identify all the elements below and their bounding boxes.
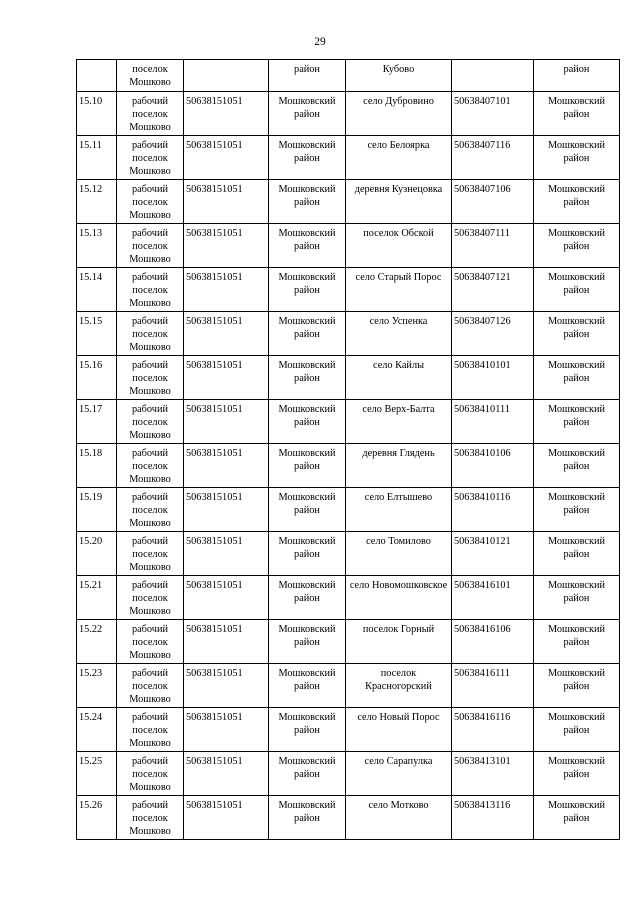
cell-locality-district: Мошковский район [534, 180, 620, 224]
cell-settlement: рабочий поселок Мошково [117, 796, 184, 840]
cell-settlement: рабочий поселок Мошково [117, 576, 184, 620]
cell-locality: село Кайлы [346, 356, 452, 400]
cell-locality: поселок Горный [346, 620, 452, 664]
cell-number: 15.10 [77, 92, 117, 136]
cell-locality: Кубово [346, 60, 452, 92]
cell-locality-district: район [534, 60, 620, 92]
cell-locality: село Дубровино [346, 92, 452, 136]
cell-number: 15.17 [77, 400, 117, 444]
cell-settlement: рабочий поселок Мошково [117, 444, 184, 488]
cell-district: Мошковский район [269, 268, 346, 312]
cell-locality: деревня Кузнецовка [346, 180, 452, 224]
cell-locality-oktmo: 50638410116 [452, 488, 534, 532]
cell-locality: село Сарапулка [346, 752, 452, 796]
cell-settlement: рабочий поселок Мошково [117, 620, 184, 664]
cell-locality-district: Мошковский район [534, 224, 620, 268]
cell-settlement: рабочий поселок Мошково [117, 664, 184, 708]
cell-number: 15.14 [77, 268, 117, 312]
cell-district: Мошковский район [269, 92, 346, 136]
cell-locality-district: Мошковский район [534, 488, 620, 532]
cell-locality-oktmo: 50638407121 [452, 268, 534, 312]
table-row [77, 92, 620, 136]
cell-locality: деревня Глядень [346, 444, 452, 488]
cell-locality-oktmo: 50638416116 [452, 708, 534, 752]
cell-number: 15.25 [77, 752, 117, 796]
cell-district: Мошковский район [269, 312, 346, 356]
cell-district: Мошковский район [269, 224, 346, 268]
cell-district: Мошковский район [269, 532, 346, 576]
cell-oktmo: 50638151051 [184, 180, 269, 224]
cell-locality-district: Мошковский район [534, 356, 620, 400]
cell-oktmo: 50638151051 [184, 356, 269, 400]
cell-locality-oktmo: 50638413116 [452, 796, 534, 840]
table-row [77, 488, 620, 532]
cell-locality-oktmo: 50638407106 [452, 180, 534, 224]
cell-number: 15.20 [77, 532, 117, 576]
cell-oktmo: 50638151051 [184, 796, 269, 840]
cell-locality: поселок Обской [346, 224, 452, 268]
cell-number: 15.21 [77, 576, 117, 620]
table-row [77, 136, 620, 180]
table-row [77, 356, 620, 400]
table-row [77, 796, 620, 840]
table-row [77, 400, 620, 444]
cell-oktmo: 50638151051 [184, 708, 269, 752]
table-row [77, 268, 620, 312]
table-row [77, 664, 620, 708]
cell-locality: село Томилово [346, 532, 452, 576]
cell-locality: село Верх-Балта [346, 400, 452, 444]
cell-locality-oktmo: 50638416101 [452, 576, 534, 620]
cell-locality: село Елтышево [346, 488, 452, 532]
table-row [77, 180, 620, 224]
cell-locality-oktmo: 50638410106 [452, 444, 534, 488]
cell-settlement: рабочий поселок Мошково [117, 312, 184, 356]
cell-settlement: рабочий поселок Мошково [117, 532, 184, 576]
cell-locality: село Новый Порос [346, 708, 452, 752]
cell-locality-district: Мошковский район [534, 532, 620, 576]
cell-settlement: рабочий поселок Мошково [117, 752, 184, 796]
cell-locality-district: Мошковский район [534, 620, 620, 664]
cell-settlement: рабочий поселок Мошково [117, 488, 184, 532]
cell-locality-oktmo: 50638410121 [452, 532, 534, 576]
cell-district: Мошковский район [269, 664, 346, 708]
cell-locality: село Успенка [346, 312, 452, 356]
cell-number: 15.12 [77, 180, 117, 224]
cell-oktmo: 50638151051 [184, 664, 269, 708]
table-row [77, 312, 620, 356]
settlements-table [76, 59, 620, 840]
cell-settlement: рабочий поселок Мошково [117, 224, 184, 268]
cell-locality-oktmo: 50638407111 [452, 224, 534, 268]
cell-locality-district: Мошковский район [534, 268, 620, 312]
cell-district: Мошковский район [269, 796, 346, 840]
cell-district: Мошковский район [269, 752, 346, 796]
cell-district: Мошковский район [269, 488, 346, 532]
cell-locality: село Старый Порос [346, 268, 452, 312]
cell-locality-district: Мошковский район [534, 136, 620, 180]
cell-locality-district: Мошковский район [534, 92, 620, 136]
cell-oktmo: 50638151051 [184, 268, 269, 312]
table-row-continuation [77, 60, 620, 92]
cell-district: Мошковский район [269, 708, 346, 752]
cell-locality-oktmo: 50638407101 [452, 92, 534, 136]
cell-settlement: рабочий поселок Мошково [117, 356, 184, 400]
cell-locality-district: Мошковский район [534, 664, 620, 708]
cell-locality-oktmo: 50638410101 [452, 356, 534, 400]
cell-oktmo: 50638151051 [184, 752, 269, 796]
cell-oktmo: 50638151051 [184, 444, 269, 488]
cell-locality-oktmo: 50638410111 [452, 400, 534, 444]
cell-number: 15.15 [77, 312, 117, 356]
cell-oktmo: 50638151051 [184, 400, 269, 444]
cell-number: 15.18 [77, 444, 117, 488]
cell-locality-oktmo [452, 60, 534, 92]
table-row [77, 752, 620, 796]
cell-number: 15.26 [77, 796, 117, 840]
cell-locality-oktmo: 50638416106 [452, 620, 534, 664]
cell-number: 15.16 [77, 356, 117, 400]
cell-locality-oktmo: 50638413101 [452, 752, 534, 796]
page-number: 29 [314, 36, 326, 48]
cell-oktmo: 50638151051 [184, 620, 269, 664]
cell-settlement: рабочий поселок Мошково [117, 136, 184, 180]
cell-number: 15.23 [77, 664, 117, 708]
cell-number: 15.24 [77, 708, 117, 752]
cell-number: 15.13 [77, 224, 117, 268]
cell-district: Мошковский район [269, 136, 346, 180]
cell-oktmo: 50638151051 [184, 136, 269, 180]
cell-locality-district: Мошковский район [534, 796, 620, 840]
cell-oktmo: 50638151051 [184, 92, 269, 136]
cell-locality: село Мотково [346, 796, 452, 840]
table-row [77, 224, 620, 268]
cell-locality-district: Мошковский район [534, 752, 620, 796]
cell-oktmo: 50638151051 [184, 488, 269, 532]
cell-locality-district: Мошковский район [534, 576, 620, 620]
cell-number: 15.11 [77, 136, 117, 180]
cell-oktmo: 50638151051 [184, 312, 269, 356]
cell-district: район [269, 60, 346, 92]
cell-settlement: рабочий поселок Мошково [117, 400, 184, 444]
cell-locality-oktmo: 50638407126 [452, 312, 534, 356]
cell-number: 15.19 [77, 488, 117, 532]
table-row [77, 532, 620, 576]
cell-oktmo: 50638151051 [184, 576, 269, 620]
cell-locality: поселок Красногорский [346, 664, 452, 708]
table-row [77, 444, 620, 488]
cell-number: 15.22 [77, 620, 117, 664]
cell-locality-district: Мошковский район [534, 312, 620, 356]
cell-locality-oktmo: 50638416111 [452, 664, 534, 708]
cell-locality: село Новомошковское [346, 576, 452, 620]
table-row [77, 708, 620, 752]
cell-locality-oktmo: 50638407116 [452, 136, 534, 180]
cell-number [77, 60, 117, 92]
cell-oktmo: 50638151051 [184, 224, 269, 268]
cell-locality-district: Мошковский район [534, 400, 620, 444]
cell-district: Мошковский район [269, 576, 346, 620]
cell-locality-district: Мошковский район [534, 708, 620, 752]
cell-district: Мошковский район [269, 444, 346, 488]
cell-settlement: рабочий поселок Мошково [117, 268, 184, 312]
cell-locality-district: Мошковский район [534, 444, 620, 488]
cell-settlement: рабочий поселок Мошково [117, 92, 184, 136]
table-row [77, 620, 620, 664]
table-row [77, 576, 620, 620]
cell-oktmo [184, 60, 269, 92]
cell-settlement: рабочий поселок Мошково [117, 708, 184, 752]
cell-district: Мошковский район [269, 356, 346, 400]
cell-locality: село Белоярка [346, 136, 452, 180]
cell-settlement: рабочий поселок Мошково [117, 180, 184, 224]
cell-district: Мошковский район [269, 400, 346, 444]
cell-district: Мошковский район [269, 180, 346, 224]
cell-district: Мошковский район [269, 620, 346, 664]
cell-settlement: поселок Мошково [117, 60, 184, 92]
cell-oktmo: 50638151051 [184, 532, 269, 576]
